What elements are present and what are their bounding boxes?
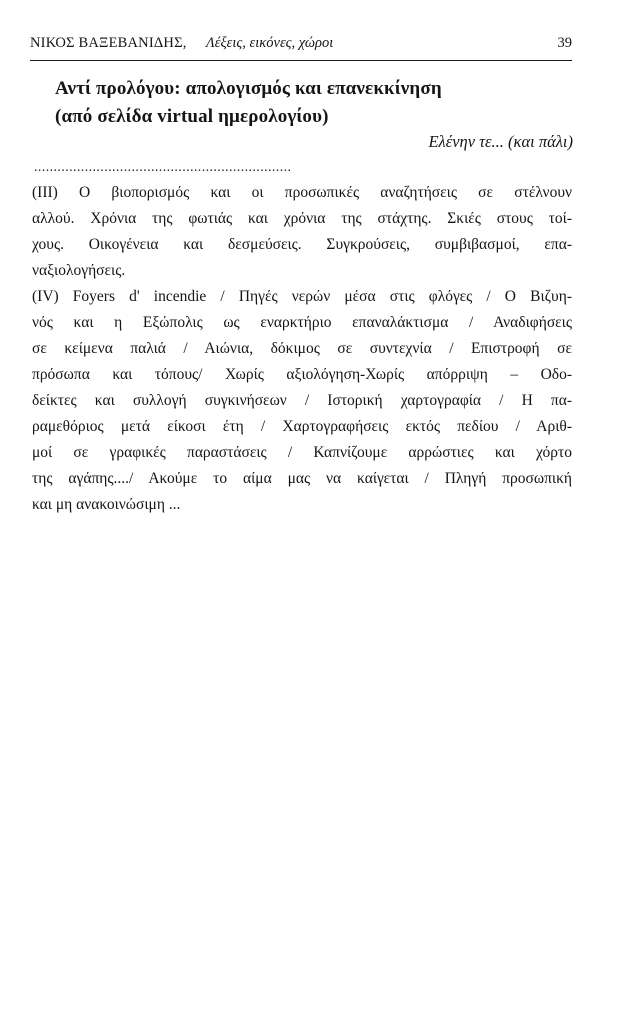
page-number: 39: [557, 35, 572, 51]
text-line: και μη ανακοινώσιμη ...: [32, 496, 181, 513]
text-line: σε κείμενα παλιά / Αιώνια, δόκιμος σε συντεχνία / Επιστροφή σε: [32, 340, 572, 357]
header-author: ΝΙΚΟΣ ΒΑΞΕΒΑΝΙΔΗΣ,: [30, 35, 187, 51]
dedication: Ελένην τε... (και πάλι): [428, 132, 573, 151]
text-line: μοί σε γραφικές παραστάσεις / Καπνίζουμε αρρώστιες και χόρτο: [32, 444, 572, 461]
text-line: (ΙΙΙ) Ο βιοπορισμός και οι προσωπικές αναζητήσεις σε στέλνουν: [32, 184, 572, 201]
text-line: χους. Οικογένεια και δεσμεύσεις. Συγκρούσεις, συμβιβασμοί, επα-: [32, 236, 572, 253]
text-line: αλλού. Χρόνια της φωτιάς και χρόνια της στάχτης. Σκιές στους τοί-: [32, 210, 572, 227]
text-line: ναξιολογήσεις.: [32, 262, 126, 279]
section-title-line-2: (από σελίδα virtual ημερολογίου): [55, 106, 329, 127]
text-line: της αγάπης..../ Ακούμε το αίμα μας να καίγεται / Πληγή προσωπική: [32, 470, 572, 487]
text-line: δείκτες και συλλογή συγκινήσεων / Ιστορική χαρτογραφία / Η πα-: [32, 392, 572, 409]
text-line: ραμεθόριος μετά είκοσι έτη / Χαρτογραφήσεις εκτός πεδίου / Αριθ-: [32, 418, 572, 435]
section-title: [55, 75, 575, 131]
paragraph-iv: [32, 284, 572, 518]
text-line: (IV) Foyers d' incendie / Πηγές νερών μέσα στις φλόγες / Ο Βιζυη-: [32, 288, 572, 305]
dotted-separator: ..................................................................: [34, 160, 292, 175]
header-rule: [30, 60, 572, 61]
paragraph-iii: [32, 180, 572, 284]
body-text: [32, 180, 572, 518]
header-book-title: Λέξεις, εικόνες, χώροι: [206, 35, 334, 51]
text-line: νός και η Εξώπολις ως εναρκτήριο επαναλάκτισμα / Αναδιφήσεις: [32, 314, 572, 331]
running-header: [30, 33, 572, 57]
text-line: πρόσωπα και τόπους/ Χωρίς αξιολόγηση-Χωρίς απόρριψη – Οδο-: [32, 366, 572, 383]
section-title-line-1: Αντί προλόγου: απολογισμός και επανεκκίνηση: [55, 78, 442, 99]
